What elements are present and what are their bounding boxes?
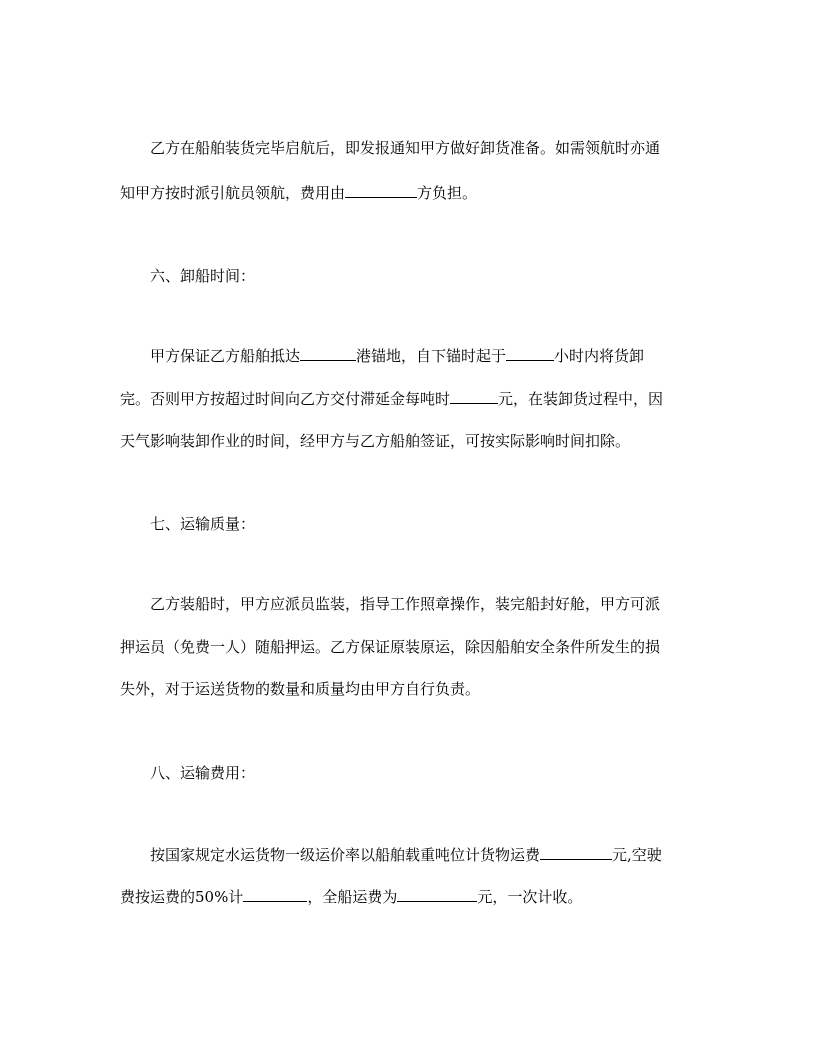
fill-blank-freight-rate[interactable] <box>540 842 612 860</box>
text: 元，在装卸货过程中，因 <box>498 390 664 408</box>
fill-blank-port[interactable] <box>300 343 356 361</box>
section-heading-transport-cost <box>150 761 255 785</box>
text: 知甲方按时派引航员领航，费用由 <box>120 184 346 202</box>
text: 完。否则甲方按超过时间向乙方交付滞延金每吨时 <box>120 390 451 408</box>
text: 元,空驶 <box>612 846 662 864</box>
text: 方负担。 <box>417 184 478 202</box>
text: 费按运费的50%计 <box>120 888 244 906</box>
text: 甲方保证乙方船舶抵达 <box>150 347 301 365</box>
text: 元，一次计收。 <box>477 888 583 906</box>
heading-text: 八、运输费用： <box>150 764 256 782</box>
paragraph-quality-line-2 <box>120 635 660 659</box>
paragraph-cost-line-2 <box>120 884 582 908</box>
section-heading-unloading-time <box>150 264 255 288</box>
paragraph-cost-line-1 <box>150 842 662 866</box>
text: 押运员（免费一人）随船押运。乙方保证原装原运，除因船舶安全条件所发生的损 <box>120 638 661 656</box>
text: 乙方在船舶装货完毕启航后，即发报通知甲方做好卸货准备。如需领航时亦通 <box>150 139 661 157</box>
paragraph-unloading-line-3 <box>120 429 630 453</box>
text: 小时内将货卸 <box>554 347 645 365</box>
paragraph-unloading-line-2 <box>120 386 663 410</box>
fill-blank-hours[interactable] <box>506 343 554 361</box>
text: ，全船运费为 <box>307 888 398 906</box>
fill-blank-demurrage[interactable] <box>450 386 498 404</box>
paragraph-notice-line-2 <box>120 180 477 204</box>
paragraph-notice-line-1 <box>150 136 660 160</box>
paragraph-quality-line-1 <box>150 592 660 616</box>
text: 按国家规定水运货物一级运价率以船舶载重吨位计货物运费 <box>150 846 541 864</box>
fill-blank-total-freight[interactable] <box>397 884 477 902</box>
heading-text: 六、卸船时间： <box>150 267 256 285</box>
paragraph-quality-line-3 <box>120 677 480 701</box>
text: 乙方装船时，甲方应派员监装，指导工作照章操作，装完船封好舱，甲方可派 <box>150 595 661 613</box>
section-heading-transport-quality <box>150 512 255 536</box>
paragraph-unloading-line-1 <box>150 343 644 367</box>
text: 港锚地，自下锚时起于 <box>356 347 507 365</box>
text: 天气影响装卸作业的时间，经甲方与乙方船舶签证，可按实际影响时间扣除。 <box>120 432 631 450</box>
heading-text: 七、运输质量： <box>150 515 256 533</box>
fill-blank-cost-bearer[interactable] <box>345 180 417 198</box>
fill-blank-empty-voyage[interactable] <box>243 884 307 902</box>
text: 失外，对于运送货物的数量和质量均由甲方自行负责。 <box>120 680 481 698</box>
